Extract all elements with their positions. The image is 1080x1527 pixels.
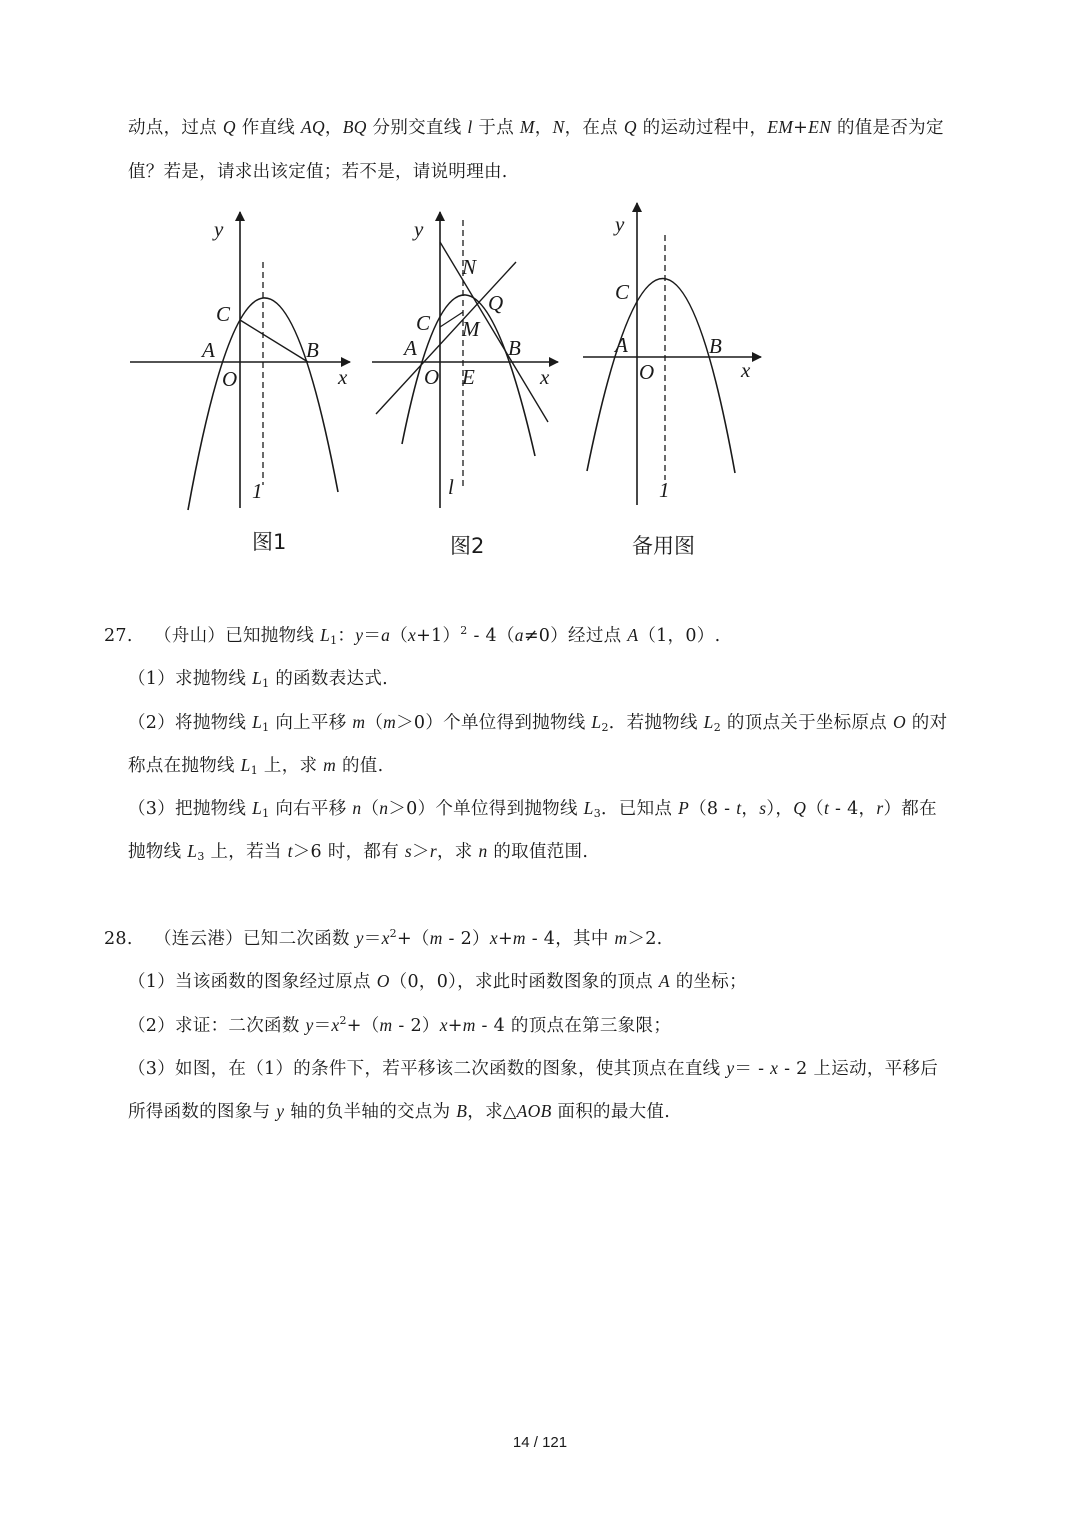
label-a: A [404,336,417,360]
var: y [305,1015,314,1035]
text: （3）如图，在（1）的条件下，若平移该二次函数的图象，使其顶点在直线 [128,1059,727,1079]
var: m [379,1015,393,1035]
var: A [627,625,639,645]
text: 面积的最大值. [551,1102,671,1122]
var: n [379,798,389,818]
text: 称点在抛物线 [128,756,241,776]
var: L [252,668,263,688]
text: （2）将抛物线 [128,713,253,733]
text: 抛物线 [128,842,188,862]
var: y [355,928,364,948]
label-x: x [540,365,550,389]
var: L [591,712,602,732]
subscript: 1 [250,764,259,777]
var: x [770,1058,779,1078]
superscript: 2 [339,1014,347,1027]
var: EM [767,117,794,137]
q28-stem [104,925,663,950]
var: a [381,625,391,645]
superscript: 2 [389,927,397,940]
var: AOB [516,1101,552,1121]
figure-2 [360,200,580,520]
subscript: 1 [262,721,270,734]
label-x: x [741,358,751,382]
text: - 4，其中 [525,929,615,949]
var: m [429,928,443,948]
text: （舟山）已知抛物线 [154,626,321,646]
text: （0，0），求此时函数图象的顶点 [389,972,659,992]
var: s [759,798,767,818]
var: N [552,117,565,137]
label-o: O [222,367,238,391]
text: - 2） [392,1016,440,1036]
text: ．已知点 [601,799,679,819]
var: B [456,1101,468,1121]
question-number: 27. [104,626,133,646]
var: y [276,1101,285,1121]
var: A [658,971,670,991]
text: 的坐标； [669,972,747,992]
label-b: B [709,334,722,358]
var: x [381,928,390,948]
text: （2）求证：二次函数 [128,1016,306,1036]
var: L [583,798,594,818]
text: - 4， [829,799,877,819]
var: Q [623,117,637,137]
text: - 2） [442,929,490,949]
text: 的函数表达式. [269,669,388,689]
var: s [404,841,413,861]
continuation-line-1 [128,114,944,139]
text: ．若抛物线 [608,713,704,733]
figure-1 [120,200,360,520]
subscript: 1 [262,677,270,690]
figure-backup [575,195,775,515]
text: 动点，过点 [128,118,223,138]
question-number: 28. [104,929,133,949]
subscript: 1 [330,634,338,647]
label-y: y [414,217,424,241]
text: ， [324,118,343,138]
var: m [462,1015,476,1035]
text: ＝ - [734,1059,771,1079]
var: x [489,928,498,948]
text: （1，0）. [638,626,721,646]
var: EN [808,117,832,137]
label-b: B [306,338,319,362]
continuation-line-2: 值？若是，请求出该定值；若不是，请说明理由. [128,162,508,182]
q28-part3-line2 [128,1098,670,1123]
var: n [352,798,362,818]
subscript: 1 [262,807,270,820]
text: ≠0）经过点 [523,626,628,646]
label-m: M [462,317,480,341]
text: （1）当该函数的图象经过原点 [128,972,377,992]
var: n [478,841,488,861]
text: 的对 [905,713,948,733]
var: L [252,798,263,818]
text: 上，求 [258,756,324,776]
text: - 2 上运动，平移后 [778,1059,939,1079]
text: +（ [346,1016,380,1036]
segment-c [440,312,463,327]
text: ， [534,118,553,138]
text: ，求 [436,842,479,862]
label-a: A [615,333,628,357]
text: ，求△ [467,1102,517,1122]
text: - 4 的顶点在第三象限； [475,1016,672,1036]
label-b: B [508,336,521,360]
q27-part2-line1 [128,709,947,734]
figure-backup-caption: 备用图 [632,534,695,558]
label-c: C [216,302,231,326]
var: O [376,971,390,991]
label-n: N [462,255,477,279]
q28-part3-line1 [128,1055,938,1080]
text: +1） [416,626,461,646]
page-number: 14 / 121 [512,1434,568,1451]
q27-part1 [128,665,388,690]
label-y: y [615,212,625,236]
var: l [467,117,473,137]
var: L [320,625,331,645]
var: x [439,1015,448,1035]
text: 于点 [472,118,520,138]
q27-part3-line2 [128,838,588,863]
var: m [323,755,337,775]
var: AQ [300,117,325,137]
text: + [497,929,513,949]
label-e: E [462,365,475,389]
segment-cb [240,320,308,362]
text: ＝ [313,1016,332,1036]
q28-part1 [128,968,747,993]
label-axis: l [448,475,454,499]
label-axis: 1 [659,478,670,502]
var: a [514,625,524,645]
text: ＝ [363,929,382,949]
text: 分别交直线 [366,118,468,138]
var: y [355,625,364,645]
label-a: A [202,338,215,362]
var: t [736,798,742,818]
var: P [678,798,690,818]
text: + [793,118,809,138]
var: m [383,712,397,732]
label-x: x [338,365,348,389]
var: m [614,928,628,948]
figure-1-caption: 图1 [252,530,287,554]
var: M [519,117,535,137]
text: 的运动过程中， [636,118,768,138]
label-o: O [424,365,440,389]
text: 所得函数的图象与 [128,1102,277,1122]
text: （ [361,799,380,819]
var: r [429,841,437,861]
text: ，在点 [564,118,624,138]
label-c: C [615,280,630,304]
text: + [447,1016,463,1036]
label-c: C [416,311,431,335]
figure-2-caption: 图2 [450,534,485,558]
text: ： [337,626,356,646]
subscript: 3 [593,807,601,820]
var: L [240,755,251,775]
var: m [352,712,366,732]
label-axis: 1 [252,479,263,503]
label-y: y [214,217,224,241]
text: ＝ [363,626,382,646]
text: ＞2. [627,929,663,949]
var: r [876,798,884,818]
var: m [512,928,526,948]
text: ＞6 时，都有 [292,842,405,862]
text: ， [741,799,760,819]
subscript: 2 [601,721,609,734]
text: （1）求抛物线 [128,669,253,689]
text: 的值是否为定 [831,118,944,138]
text: ＞ [412,842,430,862]
var: t [287,841,293,861]
var: y [726,1058,735,1078]
text: 轴的负半轴的交点为 [284,1102,457,1122]
text: ）都在 [883,799,937,819]
text: 的顶点关于坐标原点 [721,713,893,733]
text: 向右平移 [269,799,353,819]
superscript: 2 [460,624,468,637]
var: O [892,712,906,732]
text: ＞0）个单位得到抛物线 [388,799,584,819]
var: L [252,712,263,732]
text: （ [390,626,408,646]
var: Q [793,798,807,818]
text: （3）把抛物线 [128,799,253,819]
text: 上，若当 [204,842,288,862]
var: Q [222,117,236,137]
subscript: 3 [197,850,205,863]
text: - 4（ [467,626,515,646]
text: ）， [766,799,794,819]
var: L [187,841,198,861]
var: x [331,1015,340,1035]
var: L [703,712,714,732]
parabola [587,278,735,473]
text: 向上平移 [269,713,353,733]
text: 的值. [336,756,384,776]
q27-stem [104,622,720,647]
text: 的取值范围. [487,842,589,862]
line-bq [440,242,548,422]
label-o: O [639,360,655,384]
line-aq [376,262,516,414]
text: （ [365,713,384,733]
text: +（ [396,929,430,949]
var: x [408,625,417,645]
text: ＞0）个单位得到抛物线 [396,713,592,733]
q27-part3-line1 [128,795,937,820]
text: 作直线 [235,118,301,138]
label-q: Q [488,291,504,315]
q28-part2 [128,1012,671,1037]
text: （8 - [689,799,737,819]
text: （连云港）已知二次函数 [154,929,356,949]
var: BQ [342,117,367,137]
text: （ [806,799,824,819]
q27-part2-line2 [128,752,383,777]
var: t [823,798,830,818]
subscript: 2 [713,721,722,734]
